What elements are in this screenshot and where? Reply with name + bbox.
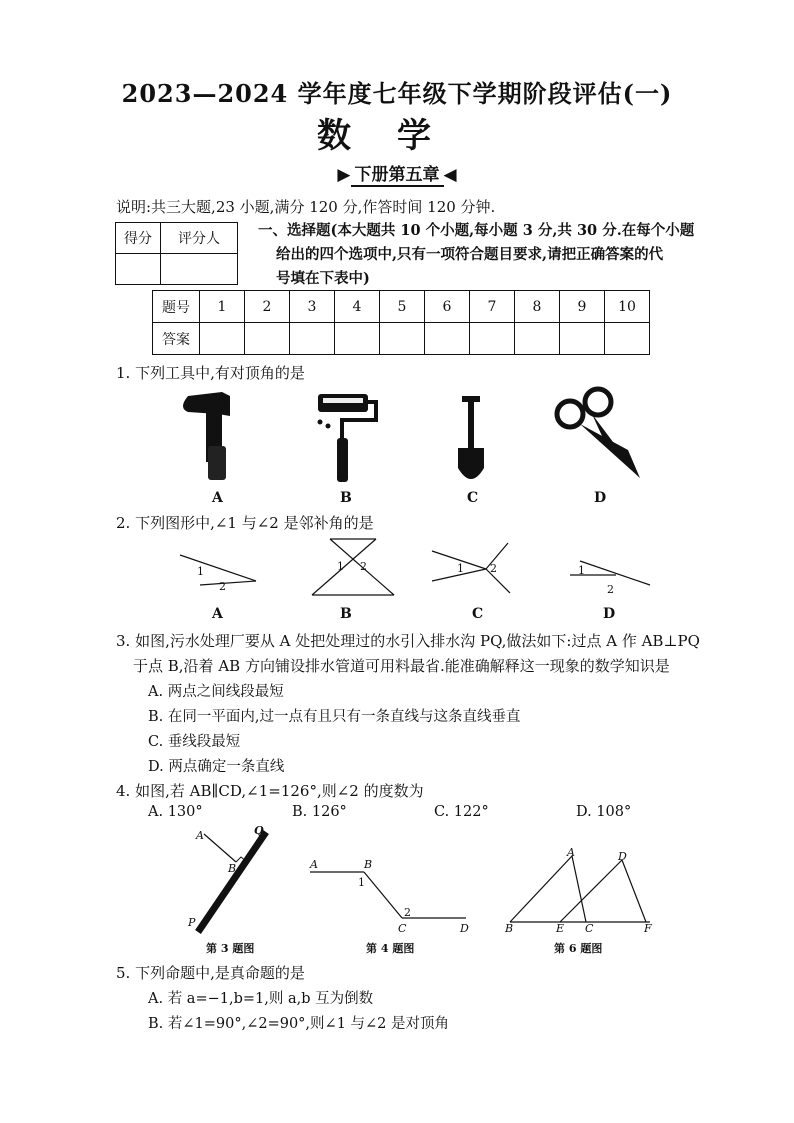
q2-label-b: B — [340, 606, 352, 622]
fig6-label-f: F — [644, 922, 652, 935]
q2b-angle-2: 2 — [360, 560, 367, 573]
answer-table — [152, 290, 650, 355]
hammer-icon — [183, 392, 230, 480]
fig3-label-a: A — [196, 829, 204, 842]
grader-cell[interactable] — [161, 254, 238, 285]
q3-option-c[interactable]: C. 垂线段最短 — [148, 734, 241, 750]
fig4-angle-2: 2 — [404, 906, 411, 919]
fig6-caption: 第 6 题图 — [554, 942, 603, 955]
answer-cell[interactable] — [245, 323, 290, 355]
score-cell[interactable] — [116, 254, 161, 285]
question-1-figures — [170, 386, 670, 486]
q3-option-d[interactable]: D. 两点确定一条直线 — [148, 759, 285, 775]
q3-option-a[interactable]: A. 两点之间线段最短 — [148, 684, 284, 700]
q2c-angle-2: 2 — [490, 562, 497, 575]
q1-label-c: C — [467, 490, 479, 506]
q5-option-b[interactable]: B. 若∠1=90°,∠2=90°,则∠1 与∠2 是对顶角 — [148, 1016, 450, 1032]
fig6-label-b: B — [505, 922, 514, 935]
q2-label-d: D — [603, 606, 616, 622]
section-1-line-1: 一、选择题(本大题共 10 个小题,每小题 3 分,共 30 分.在每个小题 — [258, 222, 695, 239]
question-number: 9 — [560, 291, 605, 323]
q1-label-d: D — [594, 490, 607, 506]
question-number: 5 — [380, 291, 425, 323]
fig6-label-d: D — [618, 850, 627, 863]
question-5-stem: 5. 下列命题中,是真命题的是 — [116, 964, 305, 982]
q1-label-b: B — [340, 490, 352, 506]
grader-header: 评分人 — [161, 223, 238, 254]
question-number-label: 题号 — [153, 291, 200, 323]
exam-title: 2023—2024 学年度七年级下学期阶段评估(一) — [121, 79, 673, 108]
shovel-icon — [458, 396, 484, 479]
question-2-stem: 2. 下列图形中,∠1 与∠2 是邻补角的是 — [116, 514, 374, 532]
answer-cell[interactable] — [605, 323, 650, 355]
section-1-line-3: 号填在下表中) — [276, 270, 370, 287]
q2d-angle-1: 1 — [578, 564, 585, 577]
q2d-angle-2: 2 — [607, 583, 614, 596]
answer-cell[interactable] — [200, 323, 245, 355]
subject-title: 数学 — [317, 116, 477, 156]
question-4-stem: 4. 如图,若 AB∥CD,∠1=126°,则∠2 的度数为 — [116, 782, 424, 800]
fig4-label-c: C — [398, 922, 407, 935]
figure-3 — [198, 832, 266, 932]
q4-option-d[interactable]: D. 108° — [576, 804, 632, 820]
fig4-label-b: B — [364, 858, 373, 871]
score-header: 得分 — [116, 223, 161, 254]
q2-figure-c — [432, 543, 510, 593]
question-number: 3 — [290, 291, 335, 323]
fig4-caption: 第 4 题图 — [366, 942, 415, 955]
question-3-stem-line-2: 于点 B,沿着 AB 方向铺设排水管道可用料最省.能准确解释这一现象的数学知识是 — [133, 657, 670, 675]
question-2-figures — [160, 535, 680, 607]
q3-option-b[interactable]: B. 在同一平面内,过一点有且只有一条直线与这条直线垂直 — [148, 709, 521, 725]
q2-figure-a — [180, 555, 256, 585]
q2a-angle-2: 2 — [219, 580, 226, 593]
fig3-caption: 第 3 题图 — [206, 942, 255, 955]
question-number: 7 — [470, 291, 515, 323]
arrow-left-icon: ◀ — [443, 165, 457, 185]
fig6-label-e: E — [556, 922, 565, 935]
q4-option-b[interactable]: B. 126° — [292, 804, 347, 820]
figure-4 — [310, 872, 466, 918]
fig6-label-c: C — [585, 922, 594, 935]
answer-label: 答案 — [153, 323, 200, 355]
fig6-label-a: A — [567, 846, 575, 859]
answer-cell[interactable] — [560, 323, 605, 355]
question-number: 1 — [200, 291, 245, 323]
q4-option-c[interactable]: C. 122° — [434, 804, 489, 820]
q1-label-a: A — [212, 490, 223, 506]
figure-6 — [510, 856, 650, 922]
arrow-right-icon: ▶ — [337, 165, 351, 185]
answer-table-answer-row — [153, 323, 650, 355]
question-number: 8 — [515, 291, 560, 323]
answer-cell[interactable] — [380, 323, 425, 355]
fig3-label-b: B — [228, 862, 237, 875]
q2-figure-b — [312, 539, 394, 595]
q2c-angle-1: 1 — [457, 562, 464, 575]
chapter-text: 下册第五章 — [351, 160, 444, 187]
fig3-label-q: Q — [254, 824, 264, 837]
answer-cell[interactable] — [515, 323, 560, 355]
question-number: 10 — [605, 291, 650, 323]
fig4-label-d: D — [460, 922, 469, 935]
exam-instructions: 说明:共三大题,23 小题,满分 120 分,作答时间 120 分钟. — [116, 198, 496, 216]
score-table — [115, 222, 238, 285]
q4-option-a[interactable]: A. 130° — [148, 804, 203, 820]
question-number: 2 — [245, 291, 290, 323]
paint-roller-icon — [318, 394, 377, 482]
answer-cell[interactable] — [290, 323, 335, 355]
answer-cell[interactable] — [470, 323, 515, 355]
fig3-label-p: P — [188, 916, 196, 929]
scissors-icon — [557, 389, 640, 478]
question-number: 4 — [335, 291, 380, 323]
q2a-angle-1: 1 — [197, 565, 204, 578]
q2-label-c: C — [472, 606, 484, 622]
question-1-stem: 1. 下列工具中,有对顶角的是 — [116, 364, 305, 382]
answer-table-number-row — [153, 291, 650, 323]
fig4-label-a: A — [310, 858, 318, 871]
question-3-stem-line-1: 3. 如图,污水处理厂要从 A 处把处理过的水引入排水沟 PQ,做法如下:过点 A 作 AB⊥PQ — [116, 632, 700, 650]
section-1-heading — [258, 219, 708, 291]
question-number: 6 — [425, 291, 470, 323]
fig4-angle-1: 1 — [358, 876, 365, 889]
q2b-angle-1: 1 — [337, 560, 344, 573]
answer-cell[interactable] — [425, 323, 470, 355]
q5-option-a[interactable]: A. 若 a=−1,b=1,则 a,b 互为倒数 — [148, 991, 374, 1007]
answer-cell[interactable] — [335, 323, 380, 355]
q2-label-a: A — [212, 606, 223, 622]
chapter-label — [0, 160, 794, 187]
section-1-line-2: 给出的四个选项中,只有一项符合题目要求,请把正确答案的代 — [276, 246, 664, 263]
